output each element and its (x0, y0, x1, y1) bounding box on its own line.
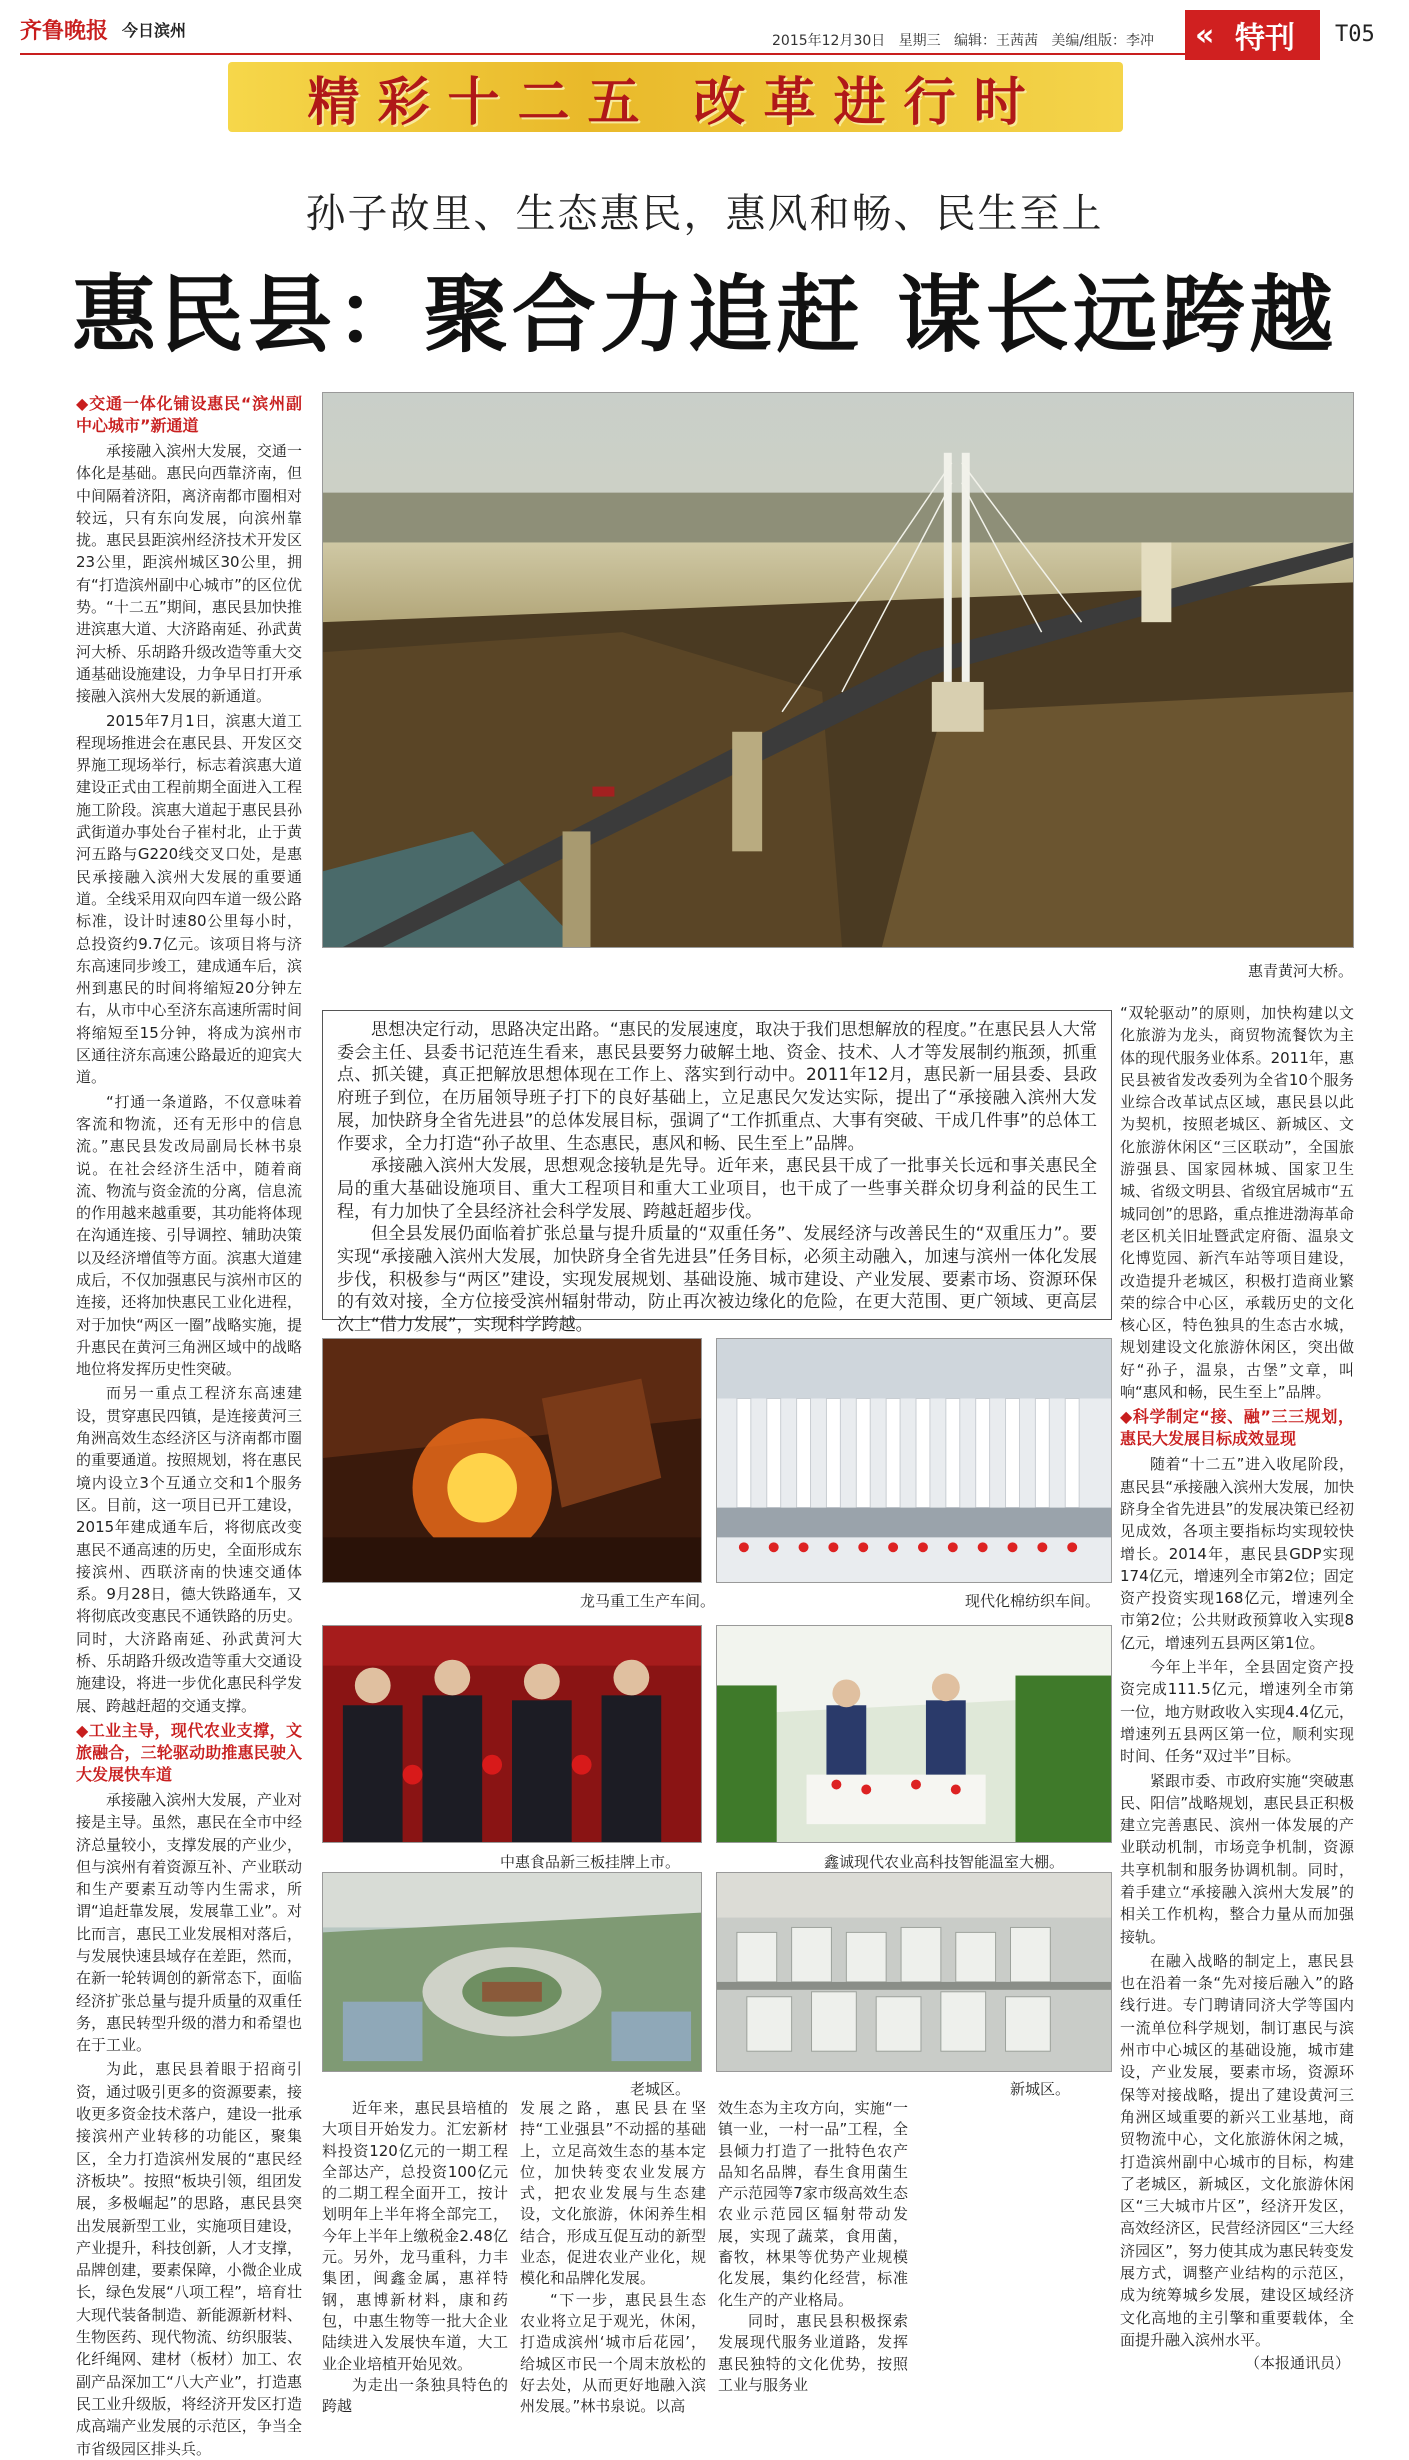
textile-illustration (717, 1339, 1111, 1582)
paragraph: “双轮驱动”的原则，加快构建以文化旅游为龙头，商贸物流餐饮为主体的现代服务业体系。2011年，惠民县被省发改委列为全省10个服务业综合改革试点区域，惠民县以此为契机，按照老城区、新城区、文化旅游休闲区“三区联动”，全国旅游强县、国家园林城、国家卫生城、省级文明县、省级宜居城市“五城同创”的思路，重点推进渤海革命老区机关旧址暨武定府衙、温泉文化博览园、新汽车站等项目建设，改造提升老城区，积极打造商业繁荣的综合中心区，承载历史的文化核心区，特色独具的生态古水城，规划建设文化旅游休闲区，突出做好“孙子，温泉，古堡”文章，叫响“惠风和畅，民生至上”品牌。 (1120, 1004, 1354, 1402)
paragraph: 但全县发展仍面临着扩张总量与提升质量的“双重任务”、发展经济与改善民生的“双重压力”。要实现“承接融入滨州大发展，加快跻身全省先进县”任务目标，必须主动融入，加速与滨州一体化发展步伐，积极参与“两区”建设，实现发展规划、基础设施、城市建设、产业发展、要素市场、资源环保的有效对接，全方位接受滨州辐射带动，防止再次被边缘化的危险，在更大范围、更广领域、更高层次上“借力发展”，实现科学跨越。 (337, 1224, 1097, 1336)
greenhouse-caption: 鑫诚现代农业高科技智能温室大棚。 (824, 1853, 1065, 1871)
double-chevron-icon: « (1195, 18, 1215, 53)
bridge-photo (322, 392, 1354, 948)
paragraph: 效生态为主攻方向，实施“一镇一业，一村一品”工程，全县倾力打造了一批特色农产品知名品牌，春生食用菌生产示范园等7家市级高效生态农业示范园区辐射带动发展，实现了蔬菜，食用菌，畜牧，林果等优势产业规模化发展，集约化经营，标准化生产的产业格局。 (718, 2099, 908, 2309)
greenhouse-illustration (717, 1626, 1111, 1842)
paragraph: 在融入战略的制定上，惠民县也在沿着一条“先对接后融入”的路线行进。专门聘请同济大学等国内一流单位科学规划，制订惠民与滨州市中心城区的基础设施，城市建设，产业发展，要素市场，资源环保等对接战略，提出了建设黄河三角洲区域重要的新兴工业基地，商贸物流中心，文化旅游休闲之城，打造滨州副中心城市的目标，构建了老城区，新城区，文化旅游休闲区“三大城市片区”，经济开发区，高效经济区，民营经济园区“三大经济园区”，努力使其成为惠民转变发展方式，调整产业结构的示范区，成为统筹城乡发展，建设区域经济文化高地的主引擎和重要载体，全面提升融入滨州水平。 (1120, 1951, 1354, 2349)
date-line (772, 30, 1154, 50)
section-label: 特刊 (1235, 21, 1295, 56)
paragraph: 承接融入滨州大发展，交通一体化是基础。惠民向西靠济南，但中间隔着济阳，离济南都市圈相对较远，只有东向发展，向滨州靠拢。惠民县距滨州经济技术开发区23公里，距滨州城区30公里，拥有“打造滨州副中心城市”的区位优势。“十二五”期间，惠民县加快推进滨惠大道、大济路南延、孙武黄河大桥、乐胡路升级改造等重大交通基础设施建设，力争早日打开承接融入滨州大发展的新通道。 (76, 442, 302, 706)
kicker-headline: 孙子故里、生态惠民，惠风和畅、民生至上 (305, 191, 1104, 237)
paragraph: 近年来，惠民县培植的大项目开始发力。汇宏新材料投资120亿元的一期工程全部达产，总投资100亿元的二期工程全面开工，按计划明年上半年将全部完工，今年上半年上缴税金2.48亿元。另外，龙马重科，力丰集团，闽鑫金属，惠祥特钢，惠博新材料，康和药包，中惠生物等一批大企业陆续进入发展快车道，大工业企业培植开始见效。 (322, 2099, 508, 2373)
bridge-illustration (323, 393, 1353, 947)
editor: 编辑：王茜茜 (953, 33, 1038, 49)
steel-workshop-photo (322, 1338, 702, 1583)
new-town-photo (716, 1872, 1112, 2072)
section-heading-industry: ◆工业主导，现代农业支撑，文旅融合，三轮驱动助推惠民驶入大发展快车道 (76, 1720, 302, 1784)
newspaper-brand: 齐鲁晚报 (20, 18, 109, 44)
paragraph: 紧跟市委、市政府实施“突破惠民、阳信”战略规划，惠民县正积极建立完善惠民、滨州一体发展的产业联动机制，市场竞争机制，资源共享机制和服务协调机制。同时，着手建立“承接融入滨州大发展”的相关工作机构，整合力量从而加强接轨。 (1120, 1771, 1354, 1946)
steel-caption: 龙马重工生产车间。 (580, 1592, 716, 1610)
paragraph: 发展之路，惠民县在坚持“工业强县”不动摇的基础上，立足高效生态的基本定位，加快转变农业发展方式，把农业发展与生态建设，文化旅游，休闲养生相结合，形成互促互动的新型业态，促进农业产业化，规模化和品牌化发展。 (520, 2099, 706, 2288)
paragraph: 同时，惠民县积极探索发展现代服务业道路，发挥惠民独特的文化优势，按照工业与服务业 (718, 2311, 908, 2394)
paragraph: “打通一条道路，不仅意味着客流和物流，还有无形中的信息流。”惠民县发改局副局长林书泉说。在社会经济生活中，随着商流、物流与资金流的分离，信息流的作用越来越重要，其功能将体现在沟通连接、引导调控、辅助决策以及经济增值等方面。滨惠大道建成后，不仅加强惠民与滨州市区的连接，还将加快惠民工业化进程，对于加快“两区一圈”战略实施，提升惠民在黄河三角洲区域中的战略地位将发挥历史性突破。 (76, 1092, 302, 1379)
old-town-photo (322, 1872, 702, 2072)
section-heading-transport: ◆交通一体化铺设惠民“滨州副中心城市”新通道 (76, 394, 302, 435)
paragraph: 为走出一条独具特色的跨越 (322, 2375, 508, 2416)
highlight-box (322, 1010, 1112, 1336)
paragraph: 思想决定行动，思路决定出路。“惠民的发展速度，取决于我们思想解放的程度。”在惠民县人大常委会主任、县委书记范连生看来，惠民县要努力破解土地、资金、技术、人才等发展制约瓶颈，抓重点、抓关键，真正把解放思想体现在工作上、落实到行动中。2011年12月，惠民新一届县委、县政府班子到位，在历届领导班子打下的良好基础上，立足惠民欠发达实际，提出了“承接融入滨州大发展，加快跻身全省先进县”的总体发展目标，强调了“工作抓重点、大事有突破、干成几件事”的总体工作要求，全力打造“孙子故里、生态惠民，惠风和畅、民生至上”品牌。 (337, 1020, 1097, 1154)
section-heading-planning: ◆科学制定“接、融”三三规划，惠民大发展目标成效显现 (1120, 1407, 1354, 1449)
designer: 美编/组版：李冲 (1051, 33, 1155, 49)
textile-caption: 现代化棉纺织车间。 (965, 1592, 1101, 1610)
bottom-column-1 (322, 2098, 508, 2416)
textile-workshop-photo (716, 1338, 1112, 1583)
banner-text: 精彩十二五 改革进行时 (307, 71, 1044, 133)
page-number: T05 (1335, 22, 1375, 47)
new-town-illustration (717, 1873, 1111, 2071)
old-town-caption: 老城区。 (630, 2080, 691, 2098)
paragraph: 今年上半年，全县固定资产投资完成111.5亿元，增速列全市第一位，地方财政收入实现4.4亿元，增速列五县两区第一位，顺利实现时间、任务“双过半”目标。 (1120, 1658, 1354, 1766)
bottom-column-3 (718, 2098, 908, 2394)
bottom-column-2 (520, 2098, 706, 2416)
main-headline: 惠民县：聚合力追赶 谋长远跨越 (71, 265, 1338, 364)
paragraph: “下一步，惠民县生态农业将立足于观光，休闲，打造成滨州‘城市后花园’，给城区市民一个周末放松的好去处，从而更好地融入滨州发展。”林书泉说。以高 (520, 2290, 706, 2416)
listing-ceremony-photo (322, 1625, 702, 1843)
edition-name: 今日滨州 (122, 21, 187, 40)
greenhouse-photo (716, 1625, 1112, 1843)
new-town-caption: 新城区。 (1010, 2080, 1071, 2098)
paragraph: 2015年7月1日，滨惠大道工程现场推进会在惠民县、开发区交界施工现场举行，标志着滨惠大道建设正式由工程前期全面进入工程施工阶段。滨惠大道起于惠民县孙武街道办事处台子崔村北，止于黄河五路与G220线交叉口处，是惠民承接融入滨州大发展的重要通道。全线采用双向四车道一级公路标准，设计时速80公里每小时，总投资约9.7亿元。该项目将与济东高速同步竣工，建成通车后，滨州到惠民的时间将缩短20分钟左右，从市中心至济东高速所需时间将缩短至15分钟，将成为滨州市区通往济东高速公路最近的迎宾大道。 (76, 711, 302, 1087)
left-column (76, 390, 302, 2458)
right-column (1120, 1002, 1354, 2362)
series-banner (228, 62, 1123, 132)
byline-credit: （本报通讯员） (1245, 2354, 1351, 2372)
paragraph: 承接融入滨州大发展，思想观念接轨是先导。近年来，惠民县干成了一批事关长远和事关惠民全局的重大基础设施项目、重大工程项目和重大工业项目，也干成了一些事关群众切身利益的民生工程，有力加快了全县经济社会科学发展、跨越赶超步伐。 (337, 1156, 1097, 1222)
steel-illustration (323, 1339, 701, 1582)
header-rule (20, 53, 1200, 55)
paragraph: 而另一重点工程济东高速建设，贯穿惠民四镇，是连接黄河三角洲高效生态经济区与济南都市圈的重要通道。按照规划，将在惠民境内设立3个互通立交和1个服务区。目前，这一项目已开工建设，2015年建成通车后，将彻底改变惠民不通高速的历史，全面形成东接滨州、西联济南的快速交通体系。9月28日，德大铁路通车，又将彻底改变惠民不通铁路的历史。同时，大济路南延、孙武黄河大桥、乐胡路升级改造等重大交通设施建设，将进一步优化惠民科学发展、跨越赶超的交通支撑。 (76, 1384, 302, 1715)
issue-date: 2015年12月30日 (772, 33, 886, 49)
listing-caption: 中惠食品新三板挂牌上市。 (500, 1853, 681, 1871)
weekday: 星期三 (898, 33, 941, 49)
paragraph: 为此，惠民县着眼于招商引资，通过吸引更多的资源要素，接收更多资金技术落户，建设一批承接滨州产业转移的功能区，聚集区，全力打造滨州发展的“惠民经济板块”。按照“板块引领，组团发展，多极崛起”的思路，惠民县突出发展新型工业，实施项目建设，产业提升，科技创新，人才支撑，品牌创建，要素保障，小微企业成长，绿色发展“八项工程”，培育壮大现代装备制造、新能源新材料、生物医药、现代物流、纺织服装、化纤绳网、建材（板材）加工、农副产品深加工“八大产业”，打造惠民工业升级版，将经济开发区打造成高端产业发展的示范区，争当全市省级园区排头兵。 (76, 2060, 302, 2458)
paragraph: 承接融入滨州大发展，产业对接是主导。虽然，惠民在全市中经济总量较小，支撑发展的产业少，但与滨州有着资源互补、产业联动和生产要素互动等内生需求，所谓“追赶靠发展，发展靠工业”。对比而言，惠民工业发展相对落后，与发展快速县域存在差距，然而，在新一轮转调创的新常态下，面临经济扩张总量与提升质量的双重任务，惠民转型升级的潜力和希望也在于工业。 (76, 1790, 302, 2055)
old-town-illustration (323, 1873, 701, 2071)
paragraph: 随着“十二五”进入收尾阶段，惠民县“承接融入滨州大发展，加快跻身全省先进县”的发展决策已经初见成效，各项主要指标均实现较快增长。2014年，惠民县GDP实现174亿元，增速列全市第2位；固定资产投资实现168亿元，增速列全市第2位；公共财政预算收入实现8亿元，增速列五县两区第1位。 (1120, 1455, 1354, 1652)
bridge-caption: 惠青黄河大桥。 (1248, 962, 1354, 980)
ceremony-illustration (323, 1626, 701, 1842)
